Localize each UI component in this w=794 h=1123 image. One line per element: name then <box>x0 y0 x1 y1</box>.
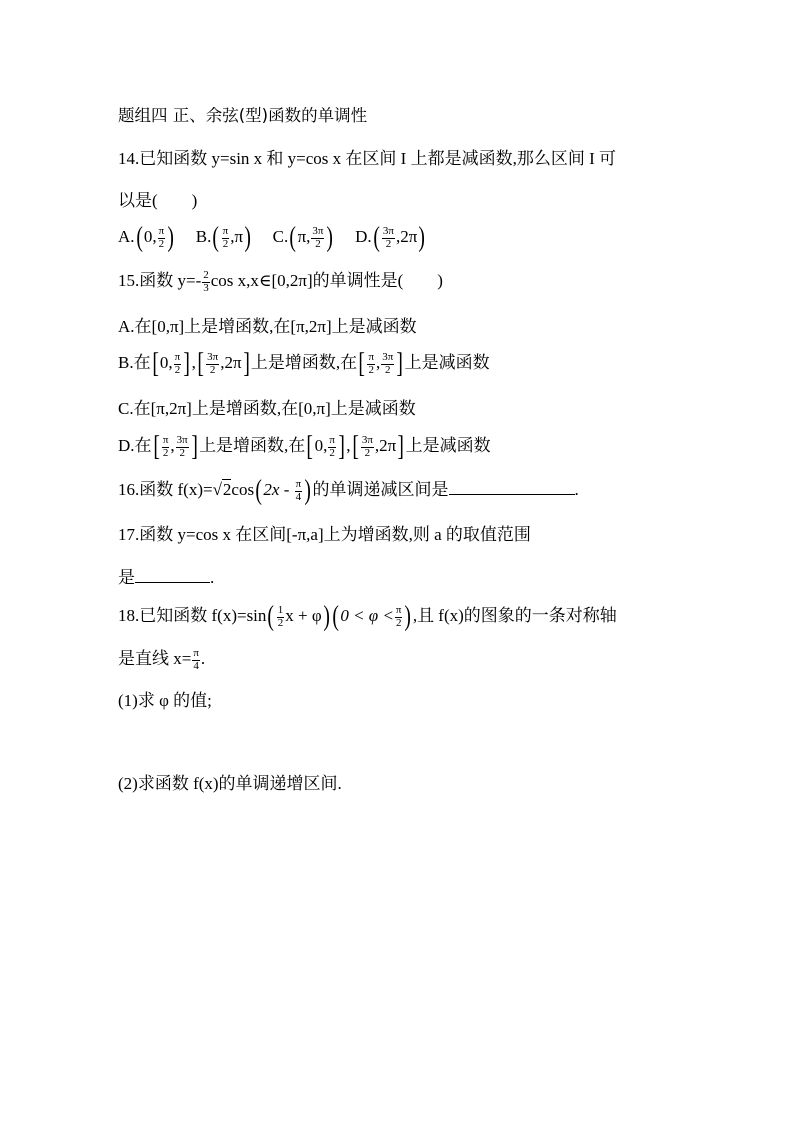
q14-stem-line2: 以是( ) <box>118 191 198 210</box>
q16-stem-start: 16.函数 f(x)= <box>118 479 213 499</box>
q15-b-mid: 上是增函数,在 <box>250 352 358 372</box>
frac-pi-over-2: $\frac{\pi}{2}$ <box>222 224 229 250</box>
bracket-close: ] <box>191 431 198 462</box>
frac-3pi-over-2: $\frac{3\pi}{2}$ <box>361 433 373 459</box>
frac-pi-over-2: $\frac{\pi}{2}$ <box>158 224 165 250</box>
bracket-open: [ <box>351 431 359 462</box>
q15-b-end: 上是减函数 <box>404 352 490 372</box>
interval-end: 2π <box>224 352 242 372</box>
q14-option-a <box>118 222 180 253</box>
q16-inner: 2x - <box>263 479 290 499</box>
q18-stem-end: ,且 f(x)的图象的一条对称轴 <box>412 605 617 625</box>
q15-option-c: C.在[π,2π]上是增函数,在[0,π]上是减函数 <box>118 399 416 418</box>
interval-start: 0 <box>314 435 324 455</box>
paren-close: ) <box>418 222 426 253</box>
q16-answer-blank[interactable] <box>449 480 575 495</box>
frac-3pi-over-2: $\frac{3\pi}{2}$ <box>176 433 188 459</box>
q15-d-start: D.在 <box>118 435 152 455</box>
option-b-end: ,π <box>230 226 244 246</box>
q15-option-b: B.在[0, $\frac{\pi}{2}$ ],[ $\frac{3\pi}{2}$ ,2π]上是增函数,在[ $\frac{\pi}{2}$ , $\frac{3\pi}{2}$ ]上是减函数 <box>118 348 490 379</box>
frac-1-over-2: $\frac{1}{2}$ <box>277 603 284 629</box>
paren-close: ) <box>323 601 330 632</box>
frac-pi-over-2: $\frac{\pi}{2}$ <box>329 433 335 459</box>
option-a-label: A. <box>118 226 135 246</box>
frac-pi-over-4: $\frac{\pi}{4}$ <box>295 477 302 503</box>
interval-end: 2π <box>379 435 397 455</box>
q18-part1: (1)求 φ 的值; <box>118 691 212 710</box>
q18-inner: x + φ <box>285 605 322 625</box>
q18-line2-start: 是直线 x= <box>118 648 192 668</box>
bracket-open: [ <box>197 348 204 379</box>
q18-part2: (2)求函数 f(x)的单调递增区间. <box>118 774 342 793</box>
q18-stem-start: 18.已知函数 f(x)=sin <box>118 605 267 625</box>
paren-close: ) <box>244 222 252 253</box>
q18-condition: 0 < φ < <box>340 605 394 625</box>
option-a-start: 0, <box>143 226 157 246</box>
paren-open: ( <box>255 475 263 506</box>
q14-option-d <box>355 222 427 253</box>
frac-3pi-over-2: $\frac{3\pi}{2}$ <box>382 224 394 250</box>
q15-b-start: B.在 <box>118 352 151 372</box>
q14-option-b <box>195 222 257 253</box>
option-c-start: π, <box>297 226 311 246</box>
q15-d-mid: 上是增函数,在 <box>199 435 306 455</box>
q15-d-end: 上是减函数 <box>405 435 491 455</box>
paren-open: ( <box>267 601 275 632</box>
q18-stem-line2: 是直线 x= $\frac{\pi}{4}$ . <box>118 647 206 672</box>
paren-close: ) <box>404 601 412 632</box>
paren-open: ( <box>372 222 380 253</box>
bracket-close: ] <box>183 348 191 379</box>
q14-option-c <box>272 222 339 253</box>
paren-close: ) <box>326 222 334 253</box>
q15-option-d: D.在[ $\frac{\pi}{2}$ , $\frac{3\pi}{2}$ ]上是增函数,在[0, $\frac{\pi}{2}$ ],[ $\frac{3\pi}{2}$ ,2π]上是减函数 <box>118 431 491 462</box>
q15-stem-start: 15.函数 y=- <box>118 270 202 290</box>
paren-open: ( <box>289 222 297 253</box>
q14-options <box>118 224 443 252</box>
frac-pi-over-2: $\frac{\pi}{2}$ <box>368 350 375 376</box>
paren-open: ( <box>332 601 339 632</box>
bracket-close: ] <box>397 431 405 462</box>
q17-stem-start: 是 <box>118 568 135 587</box>
paren-open: ( <box>212 222 220 253</box>
q15-stem <box>118 270 443 294</box>
frac-pi-over-2: $\frac{\pi}{2}$ <box>162 433 169 459</box>
option-b-label: B. <box>195 226 212 246</box>
paren-close: ) <box>167 222 175 253</box>
q17-stem-line2: 是 . <box>118 568 215 587</box>
q16-stem-end: 的单调递减区间是 <box>312 479 449 499</box>
section-title: 题组四 正、余弦(型)函数的单调性 <box>118 106 368 125</box>
bracket-close: ] <box>396 348 404 379</box>
option-d-end: ,2π <box>395 226 418 246</box>
option-c-label: C. <box>272 226 289 246</box>
frac-2-over-3: $\frac{2}{3}$ <box>203 269 209 294</box>
frac-3pi-over-2: $\frac{3\pi}{2}$ <box>382 350 394 376</box>
bracket-close: ] <box>338 431 345 462</box>
frac-pi-over-4: $\frac{\pi}{4}$ <box>193 647 199 672</box>
paren-close: ) <box>304 475 312 506</box>
q17-stem-line1: 17.函数 y=cos x 在区间[-π,a]上为增函数,则 a 的取值范围 <box>118 525 531 544</box>
bracket-open: [ <box>358 348 366 379</box>
q18-stem <box>118 603 617 631</box>
sqrt-2: √2 <box>212 479 232 499</box>
q14-stem-line1: 14.已知函数 y=sin x 和 y=cos x 在区间 I 上都是减函数,那么区间 I 可 <box>118 149 616 168</box>
q16-stem: 16.函数 f(x)=√2cos(2x - $\frac{\pi}{4}$ )的单调递减区间是 . <box>118 475 579 506</box>
bracket-open: [ <box>152 431 160 462</box>
frac-3pi-over-2: $\frac{3\pi}{2}$ <box>207 350 219 376</box>
interval-start: 0 <box>159 352 169 372</box>
q15-stem-end: cos x,x∈[0,2π]的单调性是( ) <box>210 270 443 290</box>
paren-open: ( <box>135 222 143 253</box>
bracket-close: ] <box>242 348 250 379</box>
frac-pi-over-2: $\frac{\pi}{2}$ <box>174 350 181 376</box>
q17-answer-blank[interactable] <box>135 568 210 583</box>
bracket-open: [ <box>306 431 314 462</box>
frac-3pi-over-2: $\frac{3\pi}{2}$ <box>312 224 324 250</box>
frac-pi-over-2: $\frac{\pi}{2}$ <box>395 603 402 629</box>
cos-label: cos <box>231 479 255 499</box>
bracket-open: [ <box>151 348 159 379</box>
option-d-label: D. <box>355 226 372 246</box>
q15-option-a: A.在[0,π]上是增函数,在[π,2π]上是减函数 <box>118 317 417 336</box>
